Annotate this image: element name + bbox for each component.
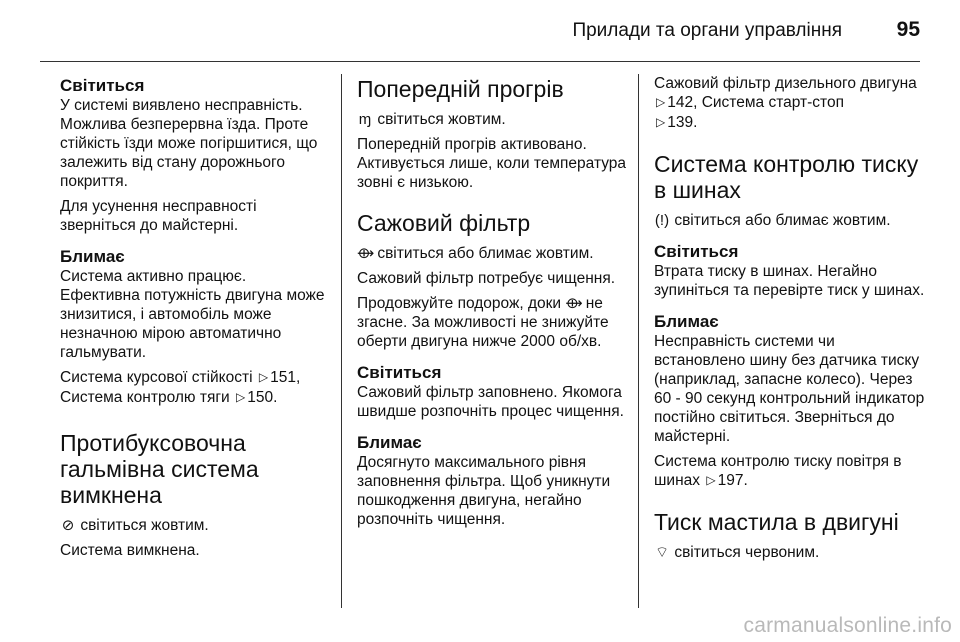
paragraph-references: Сажовий фільтр дизельного двигуна ▷ 142, Система старт-стоп ▷ 139. bbox=[654, 75, 917, 131]
oil-can-icon: ⌔ bbox=[654, 544, 670, 561]
paragraph: (!) світиться або блимає жовтим. bbox=[654, 212, 891, 229]
paragraph: ɱ світиться жовтим. bbox=[358, 111, 506, 128]
subheading-blink: Блимає bbox=[357, 433, 422, 452]
page-ref-link[interactable]: 197. bbox=[717, 472, 748, 489]
page-title: Прилади та органи управління bbox=[572, 20, 842, 41]
heading-oil-pressure: Тиск мастила в двигуні bbox=[654, 509, 899, 535]
paragraph: Продовжуйте подорож, доки ⟴ не згасне. За можливості не знижуйте оберти двигуна нижче 2000 об/хв. bbox=[357, 295, 609, 350]
paragraph: ⟴ світиться або блимає жовтим. bbox=[357, 245, 594, 262]
subheading-lights: Світиться bbox=[654, 242, 739, 261]
page-ref-arrow-icon: ▷ bbox=[258, 370, 269, 384]
heading-dpf: Сажовий фільтр bbox=[357, 210, 531, 236]
paragraph: ⊘ світиться жовтим. bbox=[61, 517, 209, 534]
paragraph: Досягнуто максимального рівня заповнення фільтра. Щоб уникнути пошкодження двигуна, негайно розпочніть чищення. bbox=[357, 454, 611, 528]
page-ref-arrow-icon: ▷ bbox=[656, 115, 666, 129]
subheading-blink: Блимає bbox=[60, 247, 125, 266]
column-divider-1 bbox=[341, 74, 342, 608]
paragraph: Система вимкнена. bbox=[60, 542, 200, 559]
subheading-lights: Світиться bbox=[60, 76, 145, 95]
column-2 bbox=[357, 74, 627, 612]
dpf-icon: ⟴ bbox=[357, 245, 375, 262]
page-ref-link[interactable]: 150. bbox=[247, 389, 278, 406]
page-ref-arrow-icon: ▷ bbox=[656, 95, 666, 109]
paragraph-references: Система курсової стійкості ▷ 151, Система контролю тяги ▷ 150. bbox=[60, 369, 301, 406]
paragraph: Система активно працює. Ефективна потужність двигуна може знизитися, і автомобіль може незначною мірою автоматично гальмувати. bbox=[60, 268, 325, 361]
subheading-blink: Блимає bbox=[654, 312, 719, 331]
paragraph: Сажовий фільтр потребує чищення. bbox=[357, 270, 616, 287]
page-ref-arrow-icon: ▷ bbox=[235, 390, 246, 404]
page-ref-link[interactable]: 142, Система старт-стоп bbox=[667, 94, 844, 111]
column-1 bbox=[60, 74, 328, 612]
subheading-lights: Світиться bbox=[357, 363, 442, 382]
page-ref-link[interactable]: 139. bbox=[667, 114, 698, 131]
header-divider bbox=[40, 61, 920, 62]
column-divider-2 bbox=[638, 74, 639, 608]
tcs-off-icon: ⊘ bbox=[61, 517, 75, 534]
paragraph: Для усунення несправності зверніться до майстерні. bbox=[60, 198, 257, 234]
glow-plug-icon: ɱ bbox=[358, 111, 372, 128]
heading-preheat: Попередній прогрів bbox=[357, 76, 564, 102]
paragraph: Попередній прогрів активовано. Активується лише, коли температура зовні є низькою. bbox=[357, 136, 627, 191]
dpf-icon: ⟴ bbox=[565, 295, 583, 312]
page-number: 95 bbox=[896, 18, 920, 41]
page-ref-arrow-icon: ▷ bbox=[706, 473, 716, 487]
heading-tcs-off: Протибуксовочна гальмівна система вимкнена bbox=[60, 430, 259, 508]
tire-pressure-icon: (!) bbox=[654, 212, 670, 229]
paragraph: Несправність системи чи встановлено шину без датчика тиску (наприклад, запасне колесо). Через 60 - 90 секунд контрольний індикатор постійно світиться. Зверніться до майстерні. bbox=[654, 333, 925, 445]
column-3 bbox=[654, 74, 926, 612]
paragraph-references: Система контролю тиску повітря в шинах ▷ 197. bbox=[654, 453, 902, 489]
heading-tpms: Система контролю тиску в шинах bbox=[654, 151, 919, 203]
paragraph: Втрата тиску в шинах. Негайно зупиніться та перевірте тиск у шинах. bbox=[654, 263, 925, 299]
page-ref-link[interactable]: 151, bbox=[270, 369, 301, 386]
paragraph: Сажовий фільтр заповнено. Якомога швидше розпочніть процес чищення. bbox=[357, 384, 624, 420]
paragraph: ⌔ світиться червоним. bbox=[654, 544, 820, 561]
watermark: carmanualsonline.info bbox=[743, 614, 952, 637]
page-header bbox=[0, 0, 960, 62]
paragraph: У системі виявлено несправність. Можлива безперервна їзда. Проте стійкість їзди може погіршитися, що залежить від стану дорожнього покриття. bbox=[60, 97, 318, 190]
